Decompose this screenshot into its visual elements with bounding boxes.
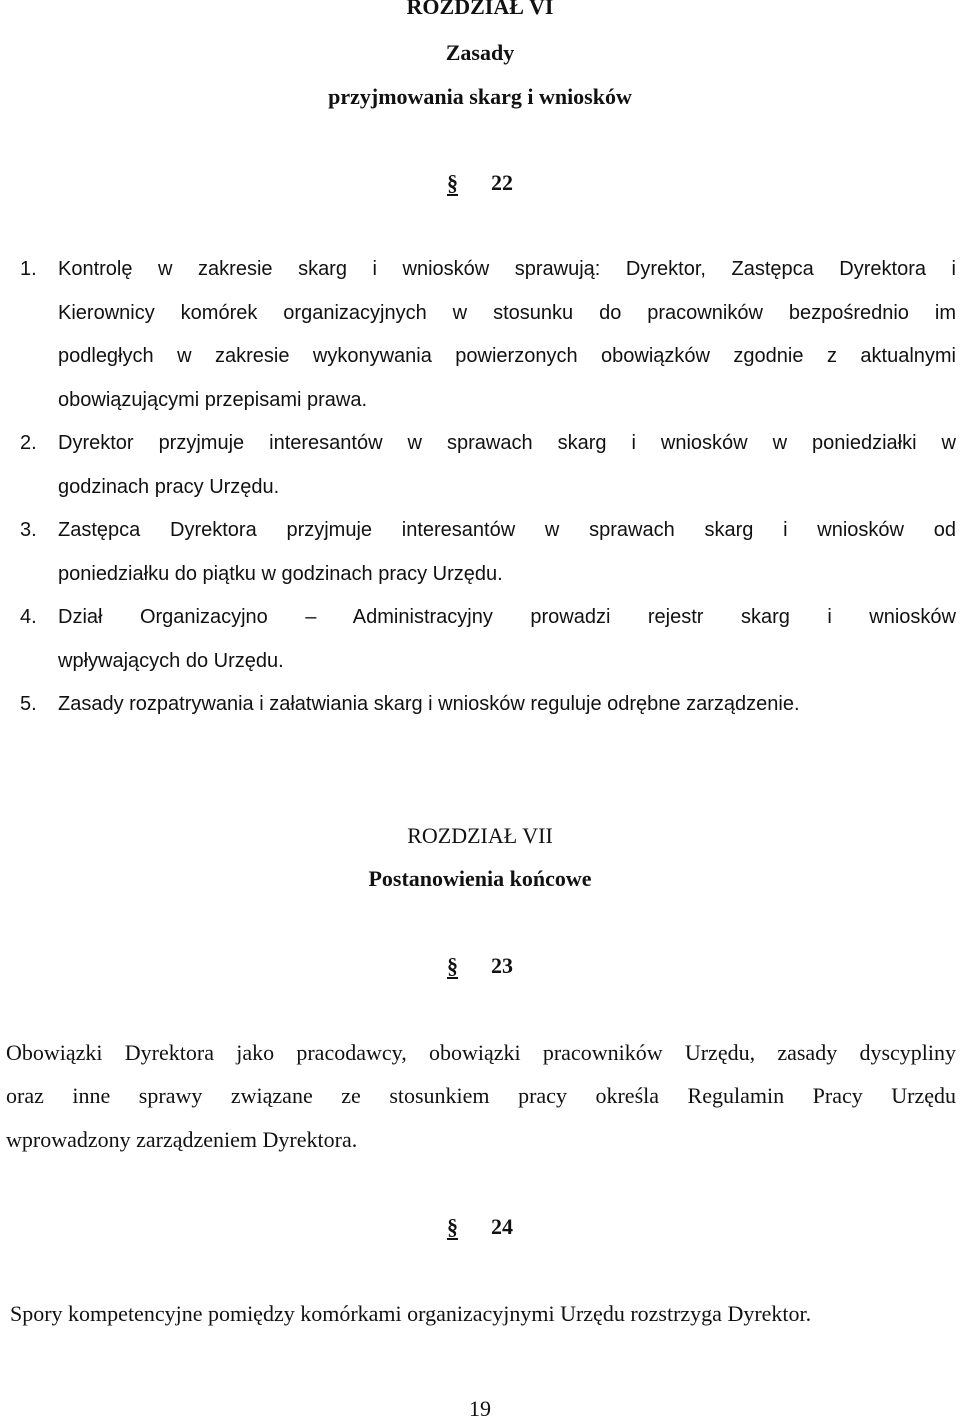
item-3-number: 3. <box>20 519 37 541</box>
item-1-line-4: obowiązującymi przepisami prawa. <box>58 389 368 411</box>
section-sign: § <box>447 953 458 978</box>
chapter7-heading: ROZDZIAŁ VII <box>407 823 553 848</box>
section-sign: § <box>447 170 458 195</box>
section-number: 23 <box>491 953 513 978</box>
section-number: 24 <box>491 1214 513 1239</box>
section-23-line-3: wprowadzony zarządzeniem Dyrektora. <box>6 1127 358 1152</box>
item-4-line-1: Dział Organizacyjno – Administracyjny prowadzi rejestr skarg i wniosków <box>58 606 956 628</box>
item-3-line-2: poniedziałku do piątku w godzinach pracy Urzędu. <box>58 563 503 585</box>
item-1-line-2: Kierownicy komórek organizacyjnych w stosunku do pracowników bezpośrednio im <box>58 302 956 324</box>
section-24-text: Spory kompetencyjne pomiędzy komórkami organizacyjnymi Urzędu rozstrzyga Dyrektor. <box>10 1301 812 1326</box>
chapter7-title: Postanowienia końcowe <box>368 866 592 891</box>
chapter6-heading: ROZDZIAŁ VI <box>406 0 554 19</box>
item-4-line-2: wpływających do Urzędu. <box>58 650 284 672</box>
chapter6-title-line1: Zasady <box>445 40 515 65</box>
item-2-line-2: godzinach pracy Urzędu. <box>58 476 280 498</box>
item-3-line-1: Zastępca Dyrektora przyjmuje interesantów w sprawach skarg i wniosków od <box>58 519 956 541</box>
item-1-number: 1. <box>20 258 37 280</box>
page-number: 19 <box>469 1396 491 1421</box>
item-2-number: 2. <box>20 432 37 454</box>
item-1-line-3: podległych w zakresie wykonywania powierzonych obowiązków zgodnie z aktualnymi <box>58 345 956 367</box>
chapter6-title-line2: przyjmowania skarg i wniosków <box>328 84 632 109</box>
section-number: 22 <box>491 170 513 195</box>
item-1-line-1: Kontrolę w zakresie skarg i wniosków sprawują: Dyrektor, Zastępca Dyrektora i <box>58 258 956 280</box>
item-5-line-1: Zasady rozpatrywania i załatwiania skarg i wniosków reguluje odrębne zarządzenie. <box>58 693 800 715</box>
item-2-line-1: Dyrektor przyjmuje interesantów w sprawach skarg i wniosków w poniedziałki w <box>58 432 956 454</box>
section-23-line-2: oraz inne sprawy związane ze stosunkiem pracy określa Regulamin Pracy Urzędu <box>6 1083 956 1108</box>
section-23-heading <box>0 953 960 979</box>
section-24-heading <box>0 1214 960 1240</box>
section-23-line-1: Obowiązki Dyrektora jako pracodawcy, obowiązki pracowników Urzędu, zasady dyscypliny <box>6 1040 956 1065</box>
item-5-number: 5. <box>20 693 37 715</box>
item-4-number: 4. <box>20 606 37 628</box>
section-22-heading <box>0 170 960 196</box>
section-sign: § <box>447 1214 458 1239</box>
